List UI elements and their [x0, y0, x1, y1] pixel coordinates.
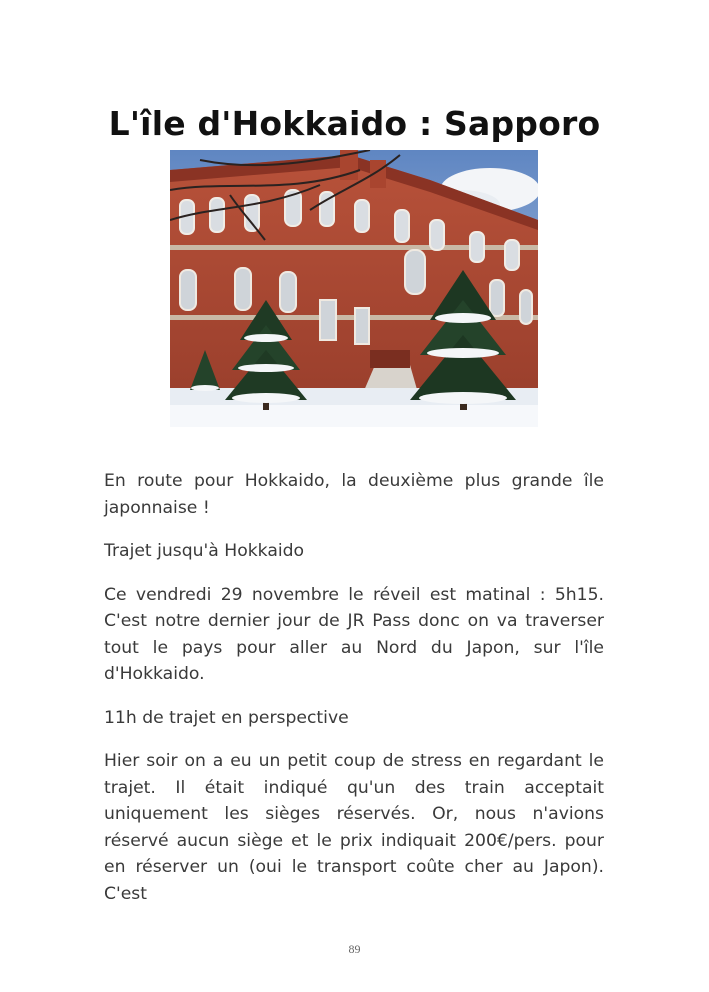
page-number: 89	[348, 942, 361, 956]
article-body	[104, 468, 604, 924]
intro-paragraph: En route pour Hokkaido, la deuxième plus grande île japonnaise !	[104, 471, 604, 518]
paragraph-reveil: Ce vendredi 29 novembre le réveil est matinal : 5h15. C'est notre dernier jour de JR Pass donc on va traverser tout le pays pour aller au Nord du Japon, sur l'île d'Hokkaido.	[104, 584, 604, 684]
paragraph-stress: Hier soir on a eu un petit coup de stress en regardant le trajet. Il était indiqué qu'un des train acceptait uniquement les sièges réservés. Or, nous n'avions réservé aucun siège et le prix indiquait 200€/pers. pour en réserver un (oui le transport coûte cher au Japon). C'est	[104, 751, 604, 904]
section-heading-perspective: 11h de trajet en perspective	[104, 707, 349, 728]
page-title: L'île d'Hokkaido : Sapporo	[108, 104, 601, 144]
sapporo-building-photo	[170, 150, 538, 427]
section-heading-trajet: Trajet jusqu'à Hokkaido	[104, 541, 305, 561]
